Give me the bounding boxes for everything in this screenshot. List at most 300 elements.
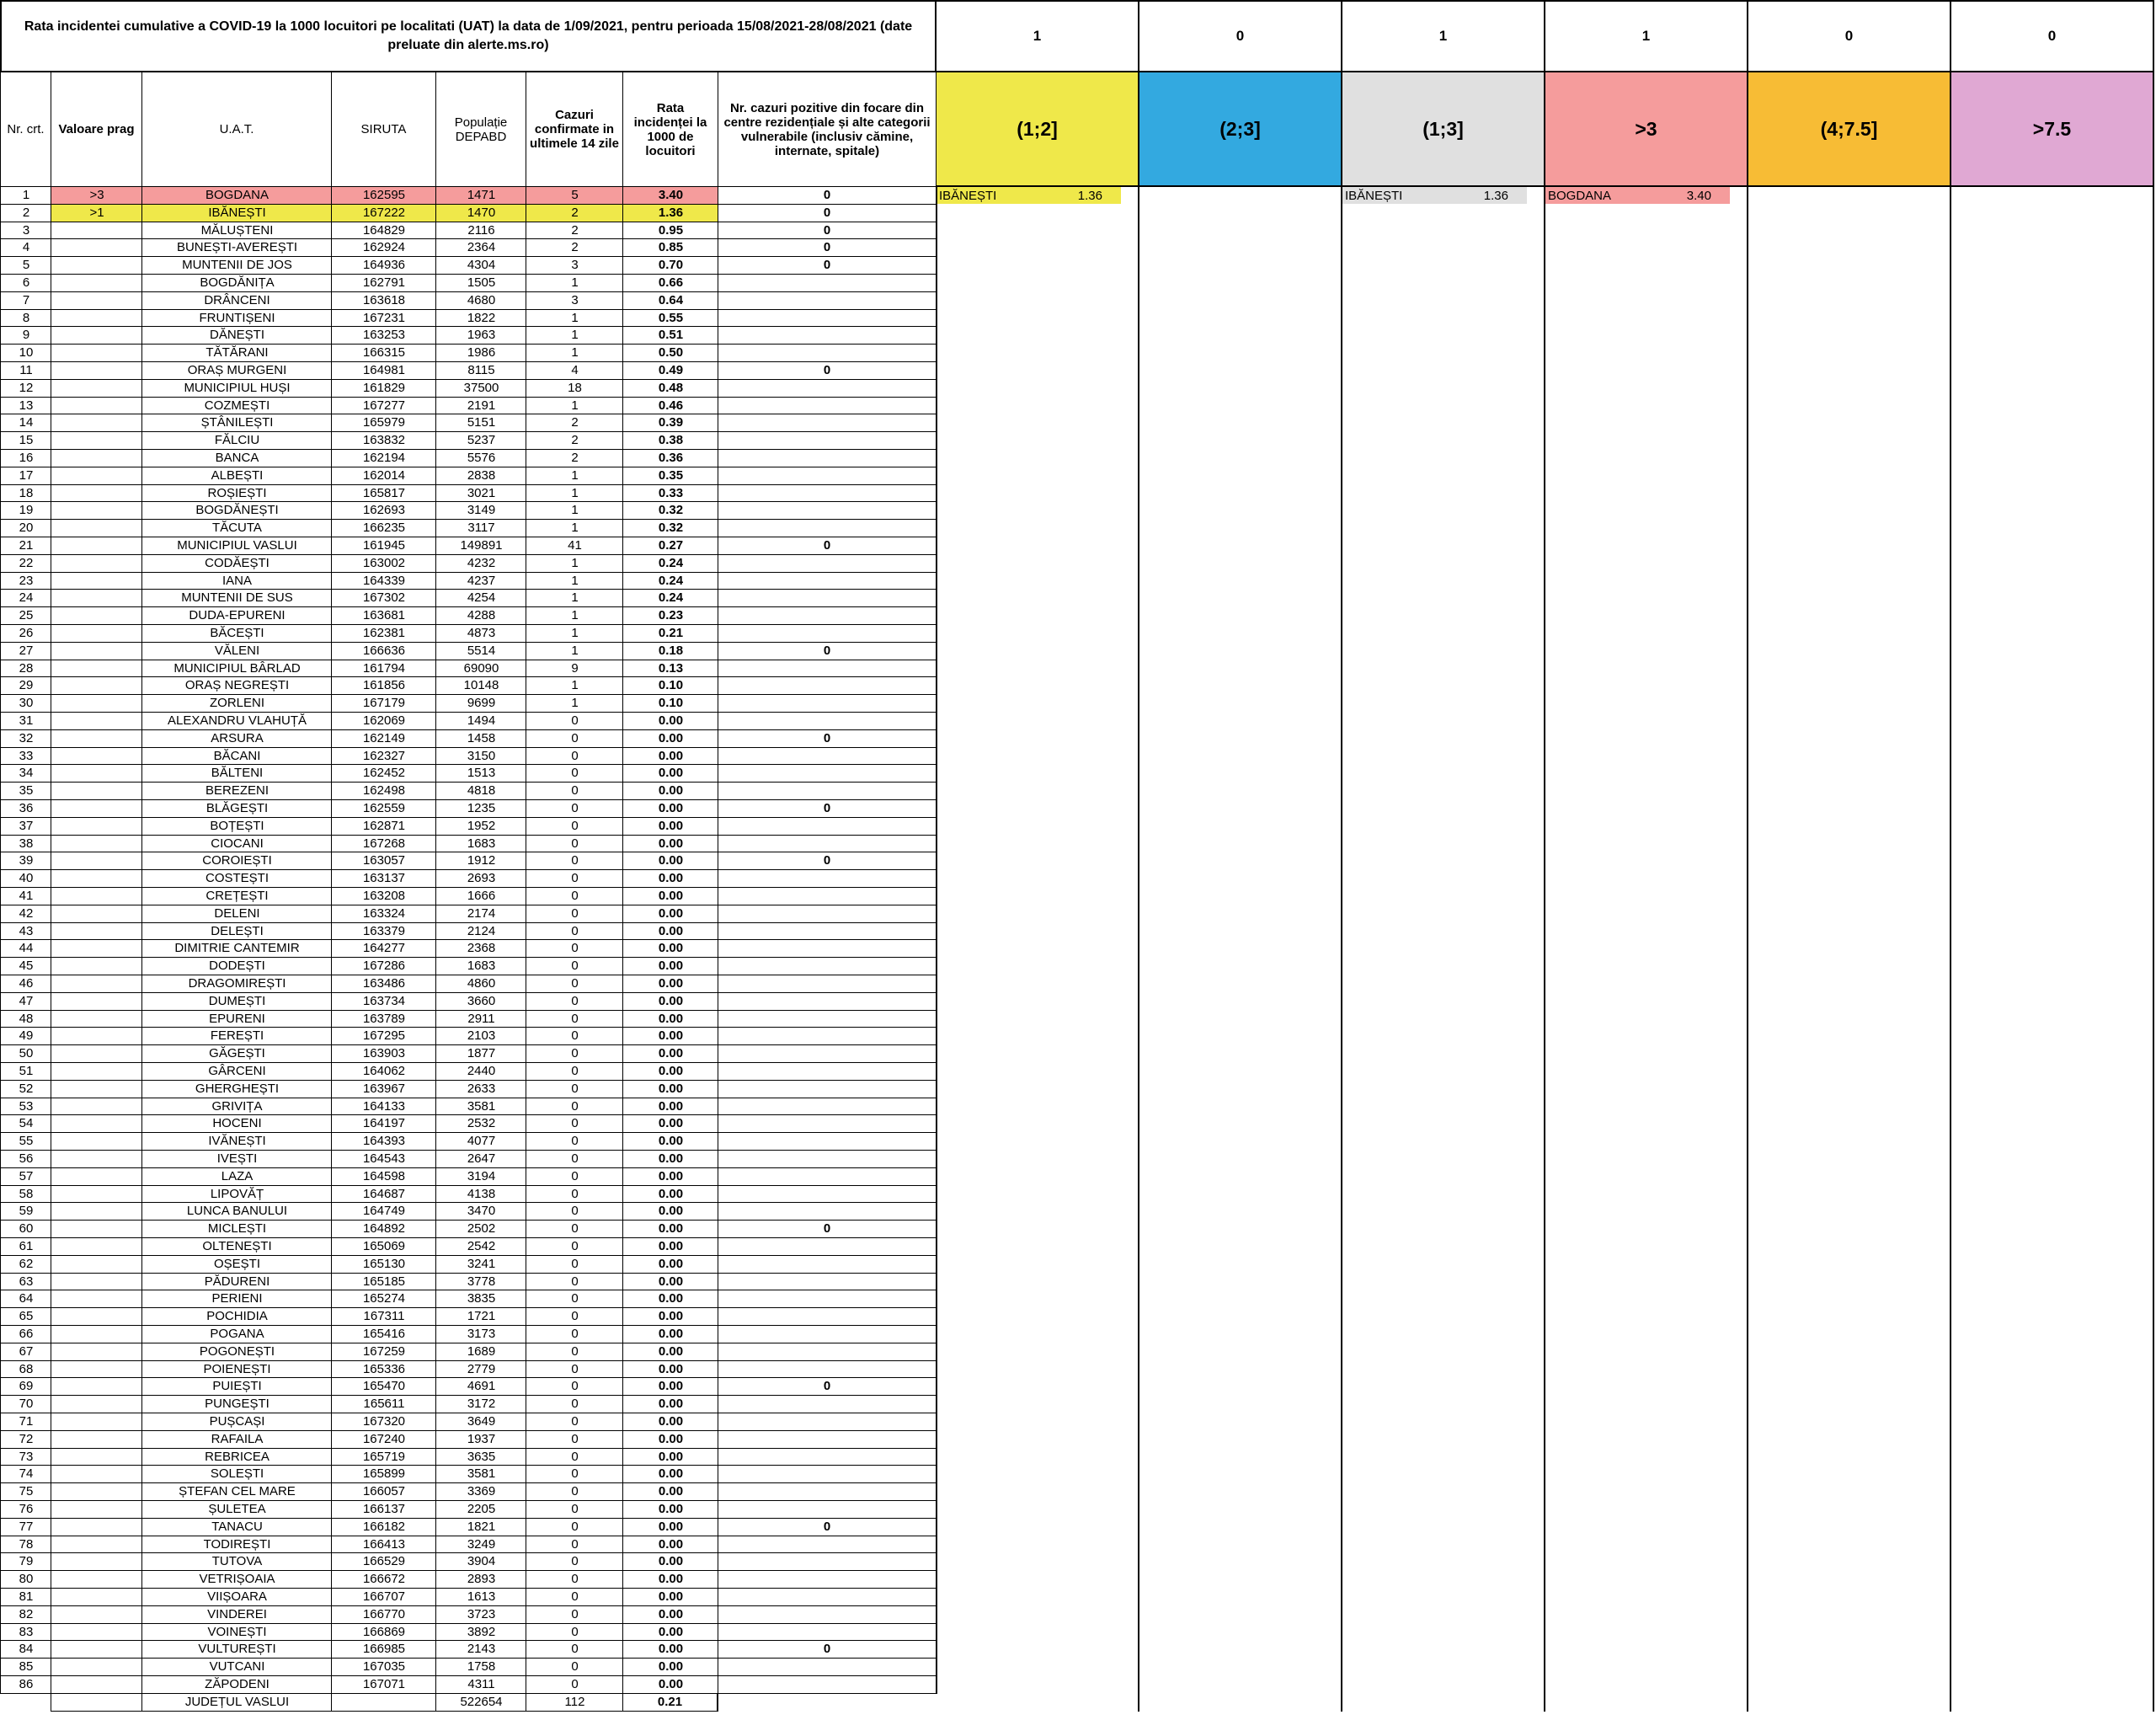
cell-uat: POGONEȘTI xyxy=(141,1343,332,1361)
cell-prag xyxy=(51,660,142,678)
cell-uat: ZORLENI xyxy=(141,695,332,713)
cell-rata: 0.00 xyxy=(622,993,718,1011)
cell-populatie: 3241 xyxy=(435,1256,526,1274)
cell-cazuri: 0 xyxy=(526,1624,623,1642)
hit-name: IBĂNEȘTI xyxy=(1345,188,1403,203)
cell-focare xyxy=(718,398,937,415)
cell-rata: 0.27 xyxy=(622,537,718,555)
cell-cazuri: 2 xyxy=(526,450,623,467)
cell-focare xyxy=(718,450,937,467)
cell-uat: EPURENI xyxy=(141,1011,332,1028)
cell-nr: 61 xyxy=(0,1238,51,1256)
cell-nr: 30 xyxy=(0,695,51,713)
cell-populatie: 3892 xyxy=(435,1624,526,1642)
cell-prag xyxy=(51,432,142,450)
cell-prag xyxy=(51,1168,142,1186)
cell-uat: MUNICIPIUL BÂRLAD xyxy=(141,660,332,678)
cell-focare xyxy=(718,1203,937,1221)
cell-prag xyxy=(51,239,142,257)
cell-populatie: 2633 xyxy=(435,1081,526,1098)
cell-prag xyxy=(51,1659,142,1676)
cell-focare xyxy=(718,345,937,362)
cell-focare xyxy=(718,1081,937,1098)
cell-siruta: 164829 xyxy=(331,222,436,240)
table-title: Rata incidentei cumulative a COVID-19 la 1000 locuitori pe localitati (UAT) la data de 1/09/2021, pentru perioada 15/08/2021-28/08/2021 (date preluate din alerte.ms.ro) xyxy=(0,0,937,72)
cell-nr: 60 xyxy=(0,1221,51,1238)
cell-prag xyxy=(51,1589,142,1606)
cell-focare xyxy=(718,520,937,537)
cell-siruta: 161794 xyxy=(331,660,436,678)
cell-uat: PERIENI xyxy=(141,1290,332,1308)
cell-uat: CREȚEȘTI xyxy=(141,888,332,905)
cell-prag xyxy=(51,1553,142,1571)
cell-nr: 66 xyxy=(0,1326,51,1343)
cell-nr: 21 xyxy=(0,537,51,555)
cell-focare xyxy=(718,783,937,800)
total-empty xyxy=(51,1694,142,1712)
cell-focare xyxy=(718,1238,937,1256)
cell-focare xyxy=(718,1274,937,1291)
cell-prag xyxy=(51,1256,142,1274)
cell-populatie: 3173 xyxy=(435,1326,526,1343)
cell-prag xyxy=(51,502,142,520)
cell-populatie: 3194 xyxy=(435,1168,526,1186)
cell-prag xyxy=(51,958,142,975)
cell-nr: 24 xyxy=(0,590,51,607)
cell-focare xyxy=(718,1115,937,1133)
cell-populatie: 1494 xyxy=(435,713,526,730)
cell-populatie: 5576 xyxy=(435,450,526,467)
cell-populatie: 3581 xyxy=(435,1098,526,1116)
cell-prag xyxy=(51,940,142,958)
cell-populatie: 2440 xyxy=(435,1063,526,1081)
cell-siruta: 164749 xyxy=(331,1203,436,1221)
header-focare: Nr. cazuri pozitive din focare din centre rezidențiale și alte categorii vulnerabile (inclusiv cămine, internate, spitale) xyxy=(718,72,937,187)
cell-focare xyxy=(718,1343,937,1361)
cell-prag xyxy=(51,1431,142,1449)
cell-populatie: 2502 xyxy=(435,1221,526,1238)
category-column xyxy=(1748,187,1951,1712)
cell-focare xyxy=(718,1098,937,1116)
cell-uat: PUNGEȘTI xyxy=(141,1396,332,1413)
cell-rata: 0.00 xyxy=(622,1308,718,1326)
cell-populatie: 2893 xyxy=(435,1571,526,1589)
total-empty xyxy=(331,1694,436,1712)
cell-cazuri: 0 xyxy=(526,730,623,748)
category-header: >3 xyxy=(1545,72,1748,187)
cell-prag xyxy=(51,905,142,923)
cell-uat: MUNICIPIUL HUȘI xyxy=(141,380,332,398)
header-cazuri: Cazuri confirmate in ultimele 14 zile xyxy=(526,72,623,187)
cell-nr: 79 xyxy=(0,1553,51,1571)
cell-uat: REBRICEA xyxy=(141,1449,332,1466)
cell-nr: 73 xyxy=(0,1449,51,1466)
category-column xyxy=(937,187,1139,1712)
cell-prag xyxy=(51,590,142,607)
cell-cazuri: 1 xyxy=(526,502,623,520)
cell-prag xyxy=(51,800,142,818)
cell-prag xyxy=(51,450,142,467)
cell-siruta: 166770 xyxy=(331,1606,436,1624)
cell-rata: 0.00 xyxy=(622,905,718,923)
cell-focare xyxy=(718,310,937,328)
cell-populatie: 2191 xyxy=(435,398,526,415)
cell-rata: 0.00 xyxy=(622,1203,718,1221)
cell-prag xyxy=(51,783,142,800)
cell-siruta: 165719 xyxy=(331,1449,436,1466)
cell-siruta: 166529 xyxy=(331,1553,436,1571)
cell-cazuri: 1 xyxy=(526,485,623,503)
cell-uat: POGANA xyxy=(141,1326,332,1343)
cell-siruta: 161856 xyxy=(331,677,436,695)
cell-nr: 65 xyxy=(0,1308,51,1326)
header-nr: Nr. crt. xyxy=(0,72,51,187)
cell-siruta: 163486 xyxy=(331,975,436,993)
cell-uat: MUNTENII DE JOS xyxy=(141,257,332,275)
cell-rata: 0.00 xyxy=(622,1641,718,1659)
cell-prag xyxy=(51,1501,142,1519)
cell-uat: OȘEȘTI xyxy=(141,1256,332,1274)
cell-prag xyxy=(51,888,142,905)
cell-prag xyxy=(51,1045,142,1063)
cell-populatie: 2693 xyxy=(435,870,526,888)
cell-prag xyxy=(51,975,142,993)
cell-nr: 52 xyxy=(0,1081,51,1098)
cell-uat: BOGDANA xyxy=(141,187,332,205)
cell-focare xyxy=(718,275,937,292)
cell-uat: LUNCA BANULUI xyxy=(141,1203,332,1221)
cell-uat: POCHIDIA xyxy=(141,1308,332,1326)
cell-nr: 29 xyxy=(0,677,51,695)
category-column xyxy=(1139,187,1342,1712)
cell-uat: VETRIȘOAIA xyxy=(141,1571,332,1589)
cell-rata: 0.00 xyxy=(622,1081,718,1098)
cell-nr: 33 xyxy=(0,748,51,766)
cell-rata: 0.00 xyxy=(622,818,718,836)
cell-uat: DODEȘTI xyxy=(141,958,332,975)
cell-rata: 0.00 xyxy=(622,1589,718,1606)
cell-siruta: 167071 xyxy=(331,1676,436,1694)
cell-cazuri: 4 xyxy=(526,362,623,380)
cell-uat: VOINEȘTI xyxy=(141,1624,332,1642)
cell-nr: 46 xyxy=(0,975,51,993)
cell-populatie: 3172 xyxy=(435,1396,526,1413)
cell-siruta: 162327 xyxy=(331,748,436,766)
cell-populatie: 2779 xyxy=(435,1361,526,1379)
cell-cazuri: 0 xyxy=(526,1571,623,1589)
cell-focare xyxy=(718,1063,937,1081)
cell-uat: IBĂNEȘTI xyxy=(141,205,332,222)
cell-nr: 41 xyxy=(0,888,51,905)
cell-siruta: 163734 xyxy=(331,993,436,1011)
cell-siruta: 163832 xyxy=(331,432,436,450)
cell-nr: 3 xyxy=(0,222,51,240)
cell-prag xyxy=(51,625,142,643)
cell-siruta: 166985 xyxy=(331,1641,436,1659)
cell-rata: 0.00 xyxy=(622,1133,718,1151)
cell-nr: 70 xyxy=(0,1396,51,1413)
cell-focare xyxy=(718,748,937,766)
cell-prag xyxy=(51,1519,142,1536)
cell-nr: 4 xyxy=(0,239,51,257)
cell-focare: 0 xyxy=(718,852,937,870)
cell-prag xyxy=(51,380,142,398)
cell-nr: 2 xyxy=(0,205,51,222)
cell-populatie: 3778 xyxy=(435,1274,526,1291)
cell-prag xyxy=(51,467,142,485)
category-header: (1;3] xyxy=(1342,72,1545,187)
cell-nr: 1 xyxy=(0,187,51,205)
cell-siruta: 164062 xyxy=(331,1063,436,1081)
cell-nr: 25 xyxy=(0,607,51,625)
cell-cazuri: 3 xyxy=(526,257,623,275)
cell-populatie: 10148 xyxy=(435,677,526,695)
cell-uat: ORAȘ MURGENI xyxy=(141,362,332,380)
cell-cazuri: 0 xyxy=(526,1326,623,1343)
cell-rata: 0.00 xyxy=(622,1343,718,1361)
cell-rata: 0.00 xyxy=(622,1028,718,1045)
cell-focare xyxy=(718,1308,937,1326)
cell-focare xyxy=(718,1028,937,1045)
cell-nr: 75 xyxy=(0,1483,51,1501)
cell-rata: 0.55 xyxy=(622,310,718,328)
cell-populatie: 1822 xyxy=(435,310,526,328)
total-label: JUDEȚUL VASLUI xyxy=(141,1694,332,1712)
cell-prag xyxy=(51,1151,142,1168)
cell-uat: VINDEREI xyxy=(141,1606,332,1624)
cell-siruta: 167295 xyxy=(331,1028,436,1045)
cell-populatie: 2103 xyxy=(435,1028,526,1045)
cell-focare: 0 xyxy=(718,1221,937,1238)
cell-siruta: 167240 xyxy=(331,1431,436,1449)
cell-cazuri: 9 xyxy=(526,660,623,678)
cell-cazuri: 1 xyxy=(526,398,623,415)
cell-uat: BOGDĂNIȚA xyxy=(141,275,332,292)
cell-prag xyxy=(51,643,142,660)
cell-nr: 12 xyxy=(0,380,51,398)
cell-focare: 0 xyxy=(718,222,937,240)
cell-prag xyxy=(51,1011,142,1028)
cell-siruta: 164339 xyxy=(331,573,436,590)
cell-focare: 0 xyxy=(718,643,937,660)
cell-siruta: 163253 xyxy=(331,327,436,345)
cell-siruta: 167286 xyxy=(331,958,436,975)
cell-cazuri: 1 xyxy=(526,310,623,328)
cell-rata: 0.18 xyxy=(622,643,718,660)
cell-populatie: 4818 xyxy=(435,783,526,800)
cell-rata: 0.00 xyxy=(622,748,718,766)
cell-siruta: 161829 xyxy=(331,380,436,398)
cell-rata: 0.50 xyxy=(622,345,718,362)
cell-nr: 77 xyxy=(0,1519,51,1536)
cell-rata: 0.00 xyxy=(622,1571,718,1589)
cell-populatie: 2174 xyxy=(435,905,526,923)
cell-cazuri: 0 xyxy=(526,1606,623,1624)
category-hit xyxy=(937,187,1121,204)
cell-siruta: 166672 xyxy=(331,1571,436,1589)
cell-prag xyxy=(51,1290,142,1308)
cell-prag xyxy=(51,993,142,1011)
cell-siruta: 167320 xyxy=(331,1413,436,1431)
cell-cazuri: 1 xyxy=(526,695,623,713)
cell-populatie: 1937 xyxy=(435,1431,526,1449)
cell-uat: SOLEȘTI xyxy=(141,1466,332,1483)
cell-rata: 0.00 xyxy=(622,1221,718,1238)
cell-rata: 0.00 xyxy=(622,1659,718,1676)
cell-uat: MICLEȘTI xyxy=(141,1221,332,1238)
category-header: (1;2] xyxy=(937,72,1139,187)
cell-prag xyxy=(51,1133,142,1151)
cell-cazuri: 1 xyxy=(526,345,623,362)
cell-nr: 56 xyxy=(0,1151,51,1168)
cell-populatie: 1952 xyxy=(435,818,526,836)
category-header: (4;7.5] xyxy=(1748,72,1951,187)
cell-populatie: 2532 xyxy=(435,1115,526,1133)
cell-nr: 6 xyxy=(0,275,51,292)
cell-rata: 0.00 xyxy=(622,1536,718,1554)
cell-siruta: 162924 xyxy=(331,239,436,257)
cell-focare: 0 xyxy=(718,187,937,205)
cell-siruta: 161945 xyxy=(331,537,436,555)
cell-populatie: 4873 xyxy=(435,625,526,643)
cell-nr: 64 xyxy=(0,1290,51,1308)
cell-uat: BANCA xyxy=(141,450,332,467)
cell-nr: 55 xyxy=(0,1133,51,1151)
cell-rata: 0.00 xyxy=(622,1483,718,1501)
cell-cazuri: 0 xyxy=(526,1483,623,1501)
cell-rata: 0.00 xyxy=(622,1151,718,1168)
cell-nr: 40 xyxy=(0,870,51,888)
cell-focare xyxy=(718,905,937,923)
cell-focare xyxy=(718,292,937,310)
cell-populatie: 1986 xyxy=(435,345,526,362)
cell-prag xyxy=(51,398,142,415)
cell-uat: FĂLCIU xyxy=(141,432,332,450)
cell-rata: 0.00 xyxy=(622,975,718,993)
cell-nr: 22 xyxy=(0,555,51,573)
category-flag: 0 xyxy=(1139,0,1342,72)
cell-rata: 0.48 xyxy=(622,380,718,398)
cell-rata: 0.00 xyxy=(622,852,718,870)
header-prag: Valoare prag xyxy=(51,72,142,187)
cell-focare xyxy=(718,1676,937,1694)
cell-siruta: 162693 xyxy=(331,502,436,520)
cell-uat: HOCENI xyxy=(141,1115,332,1133)
cell-nr: 49 xyxy=(0,1028,51,1045)
cell-focare xyxy=(718,625,937,643)
cell-focare xyxy=(718,975,937,993)
cell-populatie: 1235 xyxy=(435,800,526,818)
cell-rata: 0.38 xyxy=(622,432,718,450)
cell-focare xyxy=(718,414,937,432)
cell-rata: 0.00 xyxy=(622,1168,718,1186)
cell-siruta: 165185 xyxy=(331,1274,436,1291)
cell-uat: DRAGOMIREȘTI xyxy=(141,975,332,993)
cell-nr: 84 xyxy=(0,1641,51,1659)
cell-cazuri: 0 xyxy=(526,905,623,923)
cell-siruta: 166869 xyxy=(331,1624,436,1642)
cell-prag xyxy=(51,1221,142,1238)
cell-uat: BOȚEȘTI xyxy=(141,818,332,836)
cell-focare: 0 xyxy=(718,800,937,818)
cell-siruta: 167231 xyxy=(331,310,436,328)
cell-focare xyxy=(718,607,937,625)
cell-rata: 0.00 xyxy=(622,1449,718,1466)
cell-prag xyxy=(51,677,142,695)
cell-nr: 58 xyxy=(0,1186,51,1204)
cell-prag xyxy=(51,1186,142,1204)
cell-nr: 45 xyxy=(0,958,51,975)
cell-cazuri: 0 xyxy=(526,870,623,888)
cell-cazuri: 0 xyxy=(526,1519,623,1536)
cell-siruta: 162014 xyxy=(331,467,436,485)
cell-nr: 13 xyxy=(0,398,51,415)
cell-siruta: 165130 xyxy=(331,1256,436,1274)
cell-siruta: 165069 xyxy=(331,1238,436,1256)
cell-nr: 57 xyxy=(0,1168,51,1186)
cell-cazuri: 3 xyxy=(526,292,623,310)
cell-populatie: 1683 xyxy=(435,958,526,975)
cell-populatie: 3581 xyxy=(435,1466,526,1483)
cell-nr: 35 xyxy=(0,783,51,800)
cell-populatie: 1877 xyxy=(435,1045,526,1063)
hit-value: 1.36 xyxy=(1483,188,1508,203)
cell-populatie: 5151 xyxy=(435,414,526,432)
cell-nr: 76 xyxy=(0,1501,51,1519)
cell-focare: 0 xyxy=(718,257,937,275)
cell-populatie: 1721 xyxy=(435,1308,526,1326)
cell-siruta: 163618 xyxy=(331,292,436,310)
cell-siruta: 164687 xyxy=(331,1186,436,1204)
cell-focare xyxy=(718,485,937,503)
cell-uat: PUIEȘTI xyxy=(141,1378,332,1396)
cell-uat: VĂLENI xyxy=(141,643,332,660)
cell-prag xyxy=(51,713,142,730)
cell-populatie: 3835 xyxy=(435,1290,526,1308)
cell-nr: 19 xyxy=(0,502,51,520)
cell-rata: 0.00 xyxy=(622,1045,718,1063)
cell-nr: 7 xyxy=(0,292,51,310)
header-rata: Rata incidenței la 1000 de locuitori xyxy=(622,72,718,187)
cell-rata: 0.00 xyxy=(622,1553,718,1571)
cell-nr: 51 xyxy=(0,1063,51,1081)
cell-prag xyxy=(51,852,142,870)
cell-populatie: 4680 xyxy=(435,292,526,310)
cell-focare xyxy=(718,713,937,730)
cell-cazuri: 0 xyxy=(526,1081,623,1098)
cell-cazuri: 1 xyxy=(526,643,623,660)
cell-focare xyxy=(718,1589,937,1606)
cell-siruta: 165899 xyxy=(331,1466,436,1483)
cell-rata: 0.00 xyxy=(622,1274,718,1291)
cell-cazuri: 2 xyxy=(526,432,623,450)
cell-prag xyxy=(51,923,142,941)
cell-populatie: 3649 xyxy=(435,1413,526,1431)
cell-siruta: 164277 xyxy=(331,940,436,958)
cell-rata: 0.21 xyxy=(622,625,718,643)
cell-cazuri: 1 xyxy=(526,573,623,590)
cell-uat: IANA xyxy=(141,573,332,590)
cell-rata: 0.00 xyxy=(622,1186,718,1204)
cell-populatie: 1912 xyxy=(435,852,526,870)
header-uat: U.A.T. xyxy=(141,72,332,187)
cell-rata: 0.00 xyxy=(622,1466,718,1483)
cell-populatie: 5514 xyxy=(435,643,526,660)
cell-rata: 0.00 xyxy=(622,923,718,941)
cell-rata: 3.40 xyxy=(622,187,718,205)
cell-rata: 0.70 xyxy=(622,257,718,275)
cell-prag xyxy=(51,257,142,275)
